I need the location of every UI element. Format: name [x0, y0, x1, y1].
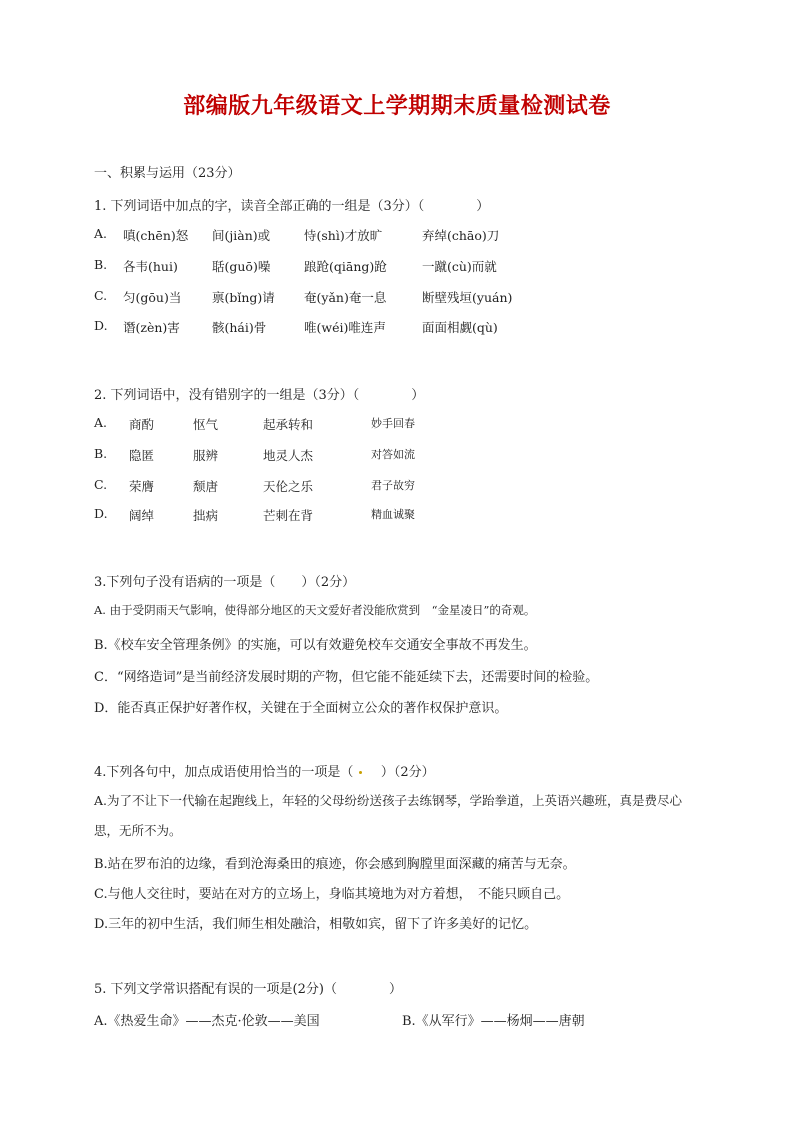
option-label: C.: [94, 477, 108, 492]
option-word: 地灵人杰: [263, 448, 314, 463]
option-label: A.: [94, 226, 108, 241]
question-4-option-c: C.与他人交往时，要站在对方的立场上，身临其境地为对方着想， 不能只顾自己。: [94, 887, 570, 902]
question-5-option-b: B.《从军行》——杨炯——唐朝: [402, 1014, 585, 1029]
option-word: 颓唐: [193, 479, 219, 494]
option-word: 精血诚聚: [371, 508, 415, 521]
option-word: 妙手回春: [371, 417, 415, 430]
option-word: 隐匿: [129, 448, 155, 463]
question-4-stem-end: ）（2分）: [380, 765, 435, 780]
question-3-stem: 3.下列句子没有语病的一项是（ ）（2分）: [94, 575, 356, 590]
question-5-stem: 5. 下列文学常识搭配有误的一项是(2分)（ ）: [94, 982, 402, 997]
option-word: 一蹴(cù)而就: [422, 259, 497, 274]
question-4-stem: [94, 761, 435, 780]
option-word: 芒刺在背: [263, 508, 314, 523]
option-word: 对答如流: [371, 448, 415, 461]
option-word: 谮(zèn)害: [123, 320, 180, 335]
question-1-stem: 1. 下列词语中加点的字，读音全部正确的一组是（3分）（ ）: [94, 199, 490, 214]
option-word: 君子故穷: [371, 479, 415, 492]
option-word: 面面相觑(qù): [422, 320, 498, 335]
option-word: 阔绰: [129, 508, 155, 523]
option-word: 怄气: [193, 417, 219, 432]
option-word: 服辨: [193, 448, 219, 463]
option-label: B.: [94, 257, 108, 272]
question-3-option-b: B.《校车安全管理条例》的实施，可以有效避免校车交通安全事故不再发生。: [94, 638, 537, 653]
option-word: 间(jiàn)或: [212, 228, 271, 243]
question-4-stem-start: 4.下列各句中，加点成语使用恰当的一项是（: [94, 765, 354, 780]
option-word: 踉跄(qiāng)跄: [304, 259, 387, 274]
question-3-option-c: C．“网络造词”是当前经济发展时期的产物，但它能不能延续下去，还需要时间的检验。: [94, 670, 599, 685]
question-4-option-a: A.为了不让下一代输在起跑线上，年轻的父母纷纷送孩子去练钢琴，学跆拳道，上英语兴趣班，真是费尽心思，无所不为。: [94, 793, 683, 838]
option-word: 恃(shì)才放旷: [304, 228, 383, 243]
option-label: C.: [94, 288, 108, 303]
question-4-option-d: D.三年的初中生活，我们师生相处融洽，相敬如宾，留下了许多美好的记忆。: [94, 917, 538, 932]
question-2-stem: 2. 下列词语中，没有错别字的一组是（3分）（ ）: [94, 388, 425, 403]
option-word: 匀(gōu)当: [123, 290, 182, 305]
option-label: D.: [94, 506, 108, 521]
question-3-option-a: A. 由于受阴雨天气影响，使得部分地区的天文爱好者没能欣赏到 “金星凌日”的奇观。: [94, 603, 536, 617]
option-word: 唯(wéi)唯连声: [304, 320, 386, 335]
option-word: 嗔(chēn)怒: [123, 228, 189, 243]
option-label: D.: [94, 318, 108, 333]
option-word: 禀(bǐng)请: [212, 290, 275, 305]
option-label: A.: [94, 415, 108, 430]
section-heading: 一、积累与运用（23分）: [94, 166, 241, 181]
option-word: 商酌: [129, 417, 155, 432]
option-word: 弃绰(chāo)刀: [422, 228, 500, 243]
option-word: 起承转和: [263, 417, 314, 432]
page-title: 部编版九年级语文上学期期末质量检测试卷: [183, 94, 611, 119]
option-word: 天伦之乐: [263, 479, 314, 494]
option-word: 骸(hái)骨: [212, 320, 267, 335]
emphasis-dot: [359, 771, 362, 774]
option-word: 荣膺: [129, 479, 155, 494]
option-word: 奄(yǎn)奄一息: [304, 290, 387, 305]
option-label: B.: [94, 446, 108, 461]
question-4-option-b: B.站在罗布泊的边缘，看到沧海桑田的痕迹，你会感到胸膛里面深藏的痛苦与无奈。: [94, 857, 576, 872]
option-word: 断壁残垣(yuán): [422, 290, 513, 305]
option-word: 各韦(hui): [123, 259, 178, 274]
option-word: 拙病: [193, 508, 219, 523]
question-5-option-a: A.《热爱生命》——杰克·伦敦——美国: [94, 1014, 320, 1029]
option-word: 聒(guō)噪: [212, 259, 271, 274]
question-3-option-d: D．能否真正保护好著作权，关键在于全面树立公众的著作权保护意识。: [94, 701, 508, 716]
